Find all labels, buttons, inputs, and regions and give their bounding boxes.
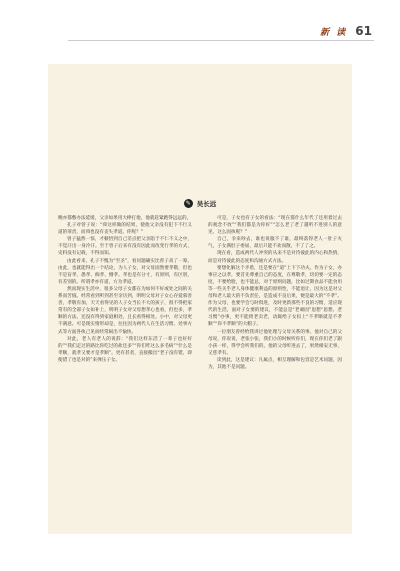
article-paragraph: 然而现实生活中，很多父母子女都在为如何不好或处之间的关系而苦恼。经常看到听到甚至亲历到，明明父母对子女心存爱慕善善，孝敬有加，天天看得见的人子女当长不大的孩子，很不得把家常有的全部子女如补上，明明子女对父母想孝心也看，但也多，孝顺的方法，还没有得到家庭相处，且长看得相处。小中，对父母更不满意。可是现实情形却是，往往因为两代人在生活习惯、处事方式等方面各执己见而经常闹出不愉快。 <box>58 286 192 335</box>
pen-icon: ✎ <box>185 200 191 207</box>
article-paragraph: 自己，争来吵去，谁也说服不了谁，最终落得老人一肚子火气，子女满肚子委屈，最后只能不欢而散，不了了之。 <box>208 237 342 250</box>
article-paragraph: 要想化解这个矛盾，还是要在“道”上下下功夫。作为子女，办事应之以孝，要首先尊重自己的态度，在尊敬孝，切切要一定的态度，不要给脸，也不能总，对于原则问题，比如过期食品不能食用等一些关乎老人身体健康利益的原则性，不能退让，因为这是对父母和老人最大的不负责任，是造成不良后果，便是最大的“不孝”。作为父母，也要学会与时俱进，及时更新那些不良的习惯，适应现代的生活，面对子女要的建议，不能总是“老顽固”思想“思想、老习惯”办事，更不能倚老卖老，动辄给子女扣上“不孝顺就是不孝顺”“你不孝顺”的大帽子。 <box>208 265 342 328</box>
page-bottom-margin <box>0 534 400 571</box>
author-byline <box>48 199 352 208</box>
article-paragraph: 孔子对曾子说：“舜这样做的结果，使他父亲没有犯下不行义道的罪责，而舜也没有丧失孝道。你呢？” <box>58 223 192 236</box>
article-column-right <box>208 215 342 525</box>
article-column-left <box>58 215 192 525</box>
article-paragraph: 读到此，这是建议：凡属点，相互理解和包容是艺术问题，因为，其他不是问题。 <box>208 357 342 370</box>
article-paragraph: 可是，子女也有子女的看法：“现在都什么年代了还用着过去的观念不放”“我们都是为你好”“怎么老了老了越听不进别人的意见，这么固执呢？” <box>208 216 342 236</box>
page-header <box>320 24 372 38</box>
article-paragraph: 现在看，造成两代人冲突的从来不是对待彼此的内心和热情，而是对待彼此的态度和沟通方式方法。 <box>208 251 342 264</box>
author-name: 吴长远 <box>196 200 217 208</box>
header-divider <box>68 40 374 41</box>
article-paragraph: 一位朋友曾经给我讲过他处理与父母关系的事。他对自己的父母说，你说说，老张小张，我们小的时候听你们，现在你们老了跟小孩一样，得学会听我们的。他的父母听进去了，果然相安无事，又慈孝有。 <box>208 329 342 356</box>
page-number: 61 <box>355 24 372 38</box>
article-panel <box>48 64 352 534</box>
article-columns <box>58 215 342 525</box>
section-label: 新 读 <box>320 28 348 38</box>
article-paragraph: 由此看来，孔子不愧为“至圣”，看问题确实比曾子高了一筹。由此，也就能得出一个结论，为人子女，对父母固然要孝敬，但也不是盲孝、愚孝、痴孝、懵孝。孝也是有分寸，有原则，有区别，有差别的。所谓孝亦有道，方为孝道。 <box>58 258 192 285</box>
article-paragraph: 晚亦都憋办法延缓，父亲如果用大棒打他，他就赶紧跑得远远的。 <box>58 216 192 221</box>
article-paragraph: 对此，老人有老人的说辞：“我们这样东活了一辈子也好好的”“我们走过的路比你吃过的盐还多”“你们咋这么多毛病”“什么是孝顺，就孝又要才是孝顺”。更有甚者，直接搬出“老子没有错，即使错了也是对的”来弹压子女。 <box>58 336 192 363</box>
article-paragraph: 曾子猛然一惊，才顿悟到自己差点把父亲陷于不仁不义之中，不觉汗出一身冷汗。至于曾子后来有没有因此而改变行孝的方式，史料没有记载，不得而知。 <box>58 237 192 257</box>
